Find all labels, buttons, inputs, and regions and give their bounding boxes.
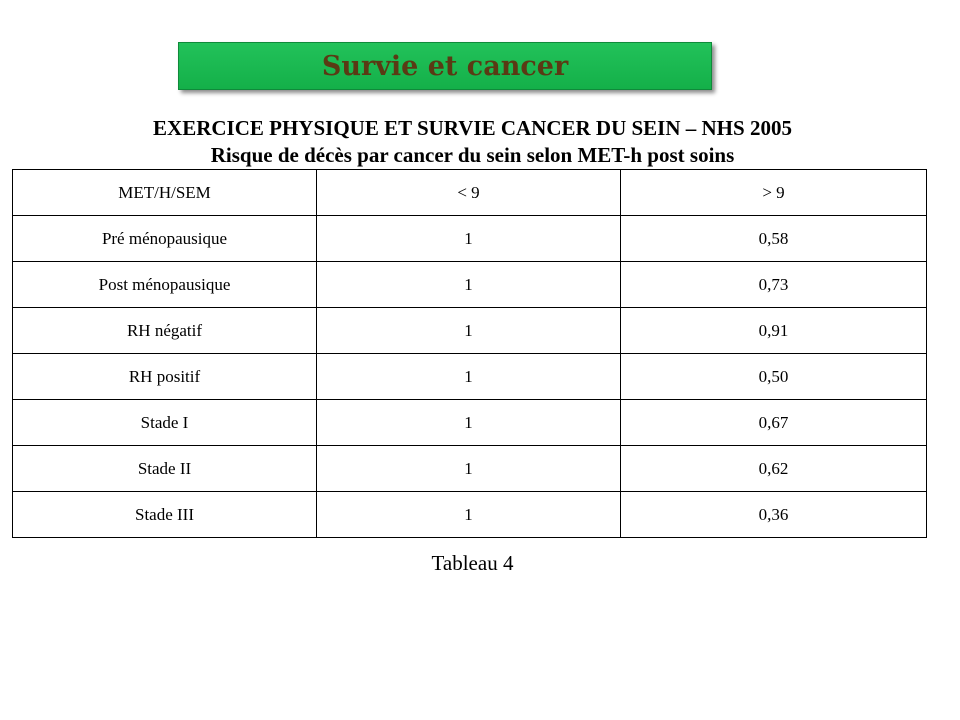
table-heading-secondary: Risque de décès par cancer du sein selon MET-h post soins <box>210 143 735 167</box>
row-label: RH négatif <box>13 308 317 354</box>
risk-table <box>12 169 927 538</box>
header-cell-met: MET/H/SEM <box>13 170 317 216</box>
row-value-under-9: 1 <box>317 308 621 354</box>
table-row <box>13 262 927 308</box>
row-value-over-9: 0,62 <box>621 446 927 492</box>
row-value-under-9: 1 <box>317 400 621 446</box>
row-value-under-9: 1 <box>317 446 621 492</box>
row-label: RH positif <box>13 354 317 400</box>
table-row <box>13 492 927 538</box>
row-value-over-9: 0,67 <box>621 400 927 446</box>
row-value-under-9: 1 <box>317 354 621 400</box>
row-label: Stade III <box>13 492 317 538</box>
slide-title: Survie et cancer <box>321 50 569 82</box>
header-cell-under-9: < 9 <box>317 170 621 216</box>
row-label: Pré ménopausique <box>13 216 317 262</box>
row-label: Stade II <box>13 446 317 492</box>
header-cell-over-9: > 9 <box>621 170 927 216</box>
table-row <box>13 308 927 354</box>
title-banner <box>178 42 712 90</box>
table-row <box>13 354 927 400</box>
row-value-over-9: 0,50 <box>621 354 927 400</box>
row-value-over-9: 0,73 <box>621 262 927 308</box>
row-label: Post ménopausique <box>13 262 317 308</box>
row-value-under-9: 1 <box>317 262 621 308</box>
row-value-over-9: 0,36 <box>621 492 927 538</box>
row-value-under-9: 1 <box>317 492 621 538</box>
row-value-under-9: 1 <box>317 216 621 262</box>
table-row <box>13 216 927 262</box>
row-value-over-9: 0,91 <box>621 308 927 354</box>
row-value-over-9: 0,58 <box>621 216 927 262</box>
table-caption: Tableau 4 <box>431 551 514 575</box>
table-header-row <box>13 170 927 216</box>
row-label: Stade I <box>13 400 317 446</box>
table-heading-primary: EXERCICE PHYSIQUE ET SURVIE CANCER DU SEIN – NHS 2005 <box>153 116 792 140</box>
table-row <box>13 400 927 446</box>
table-row <box>13 446 927 492</box>
